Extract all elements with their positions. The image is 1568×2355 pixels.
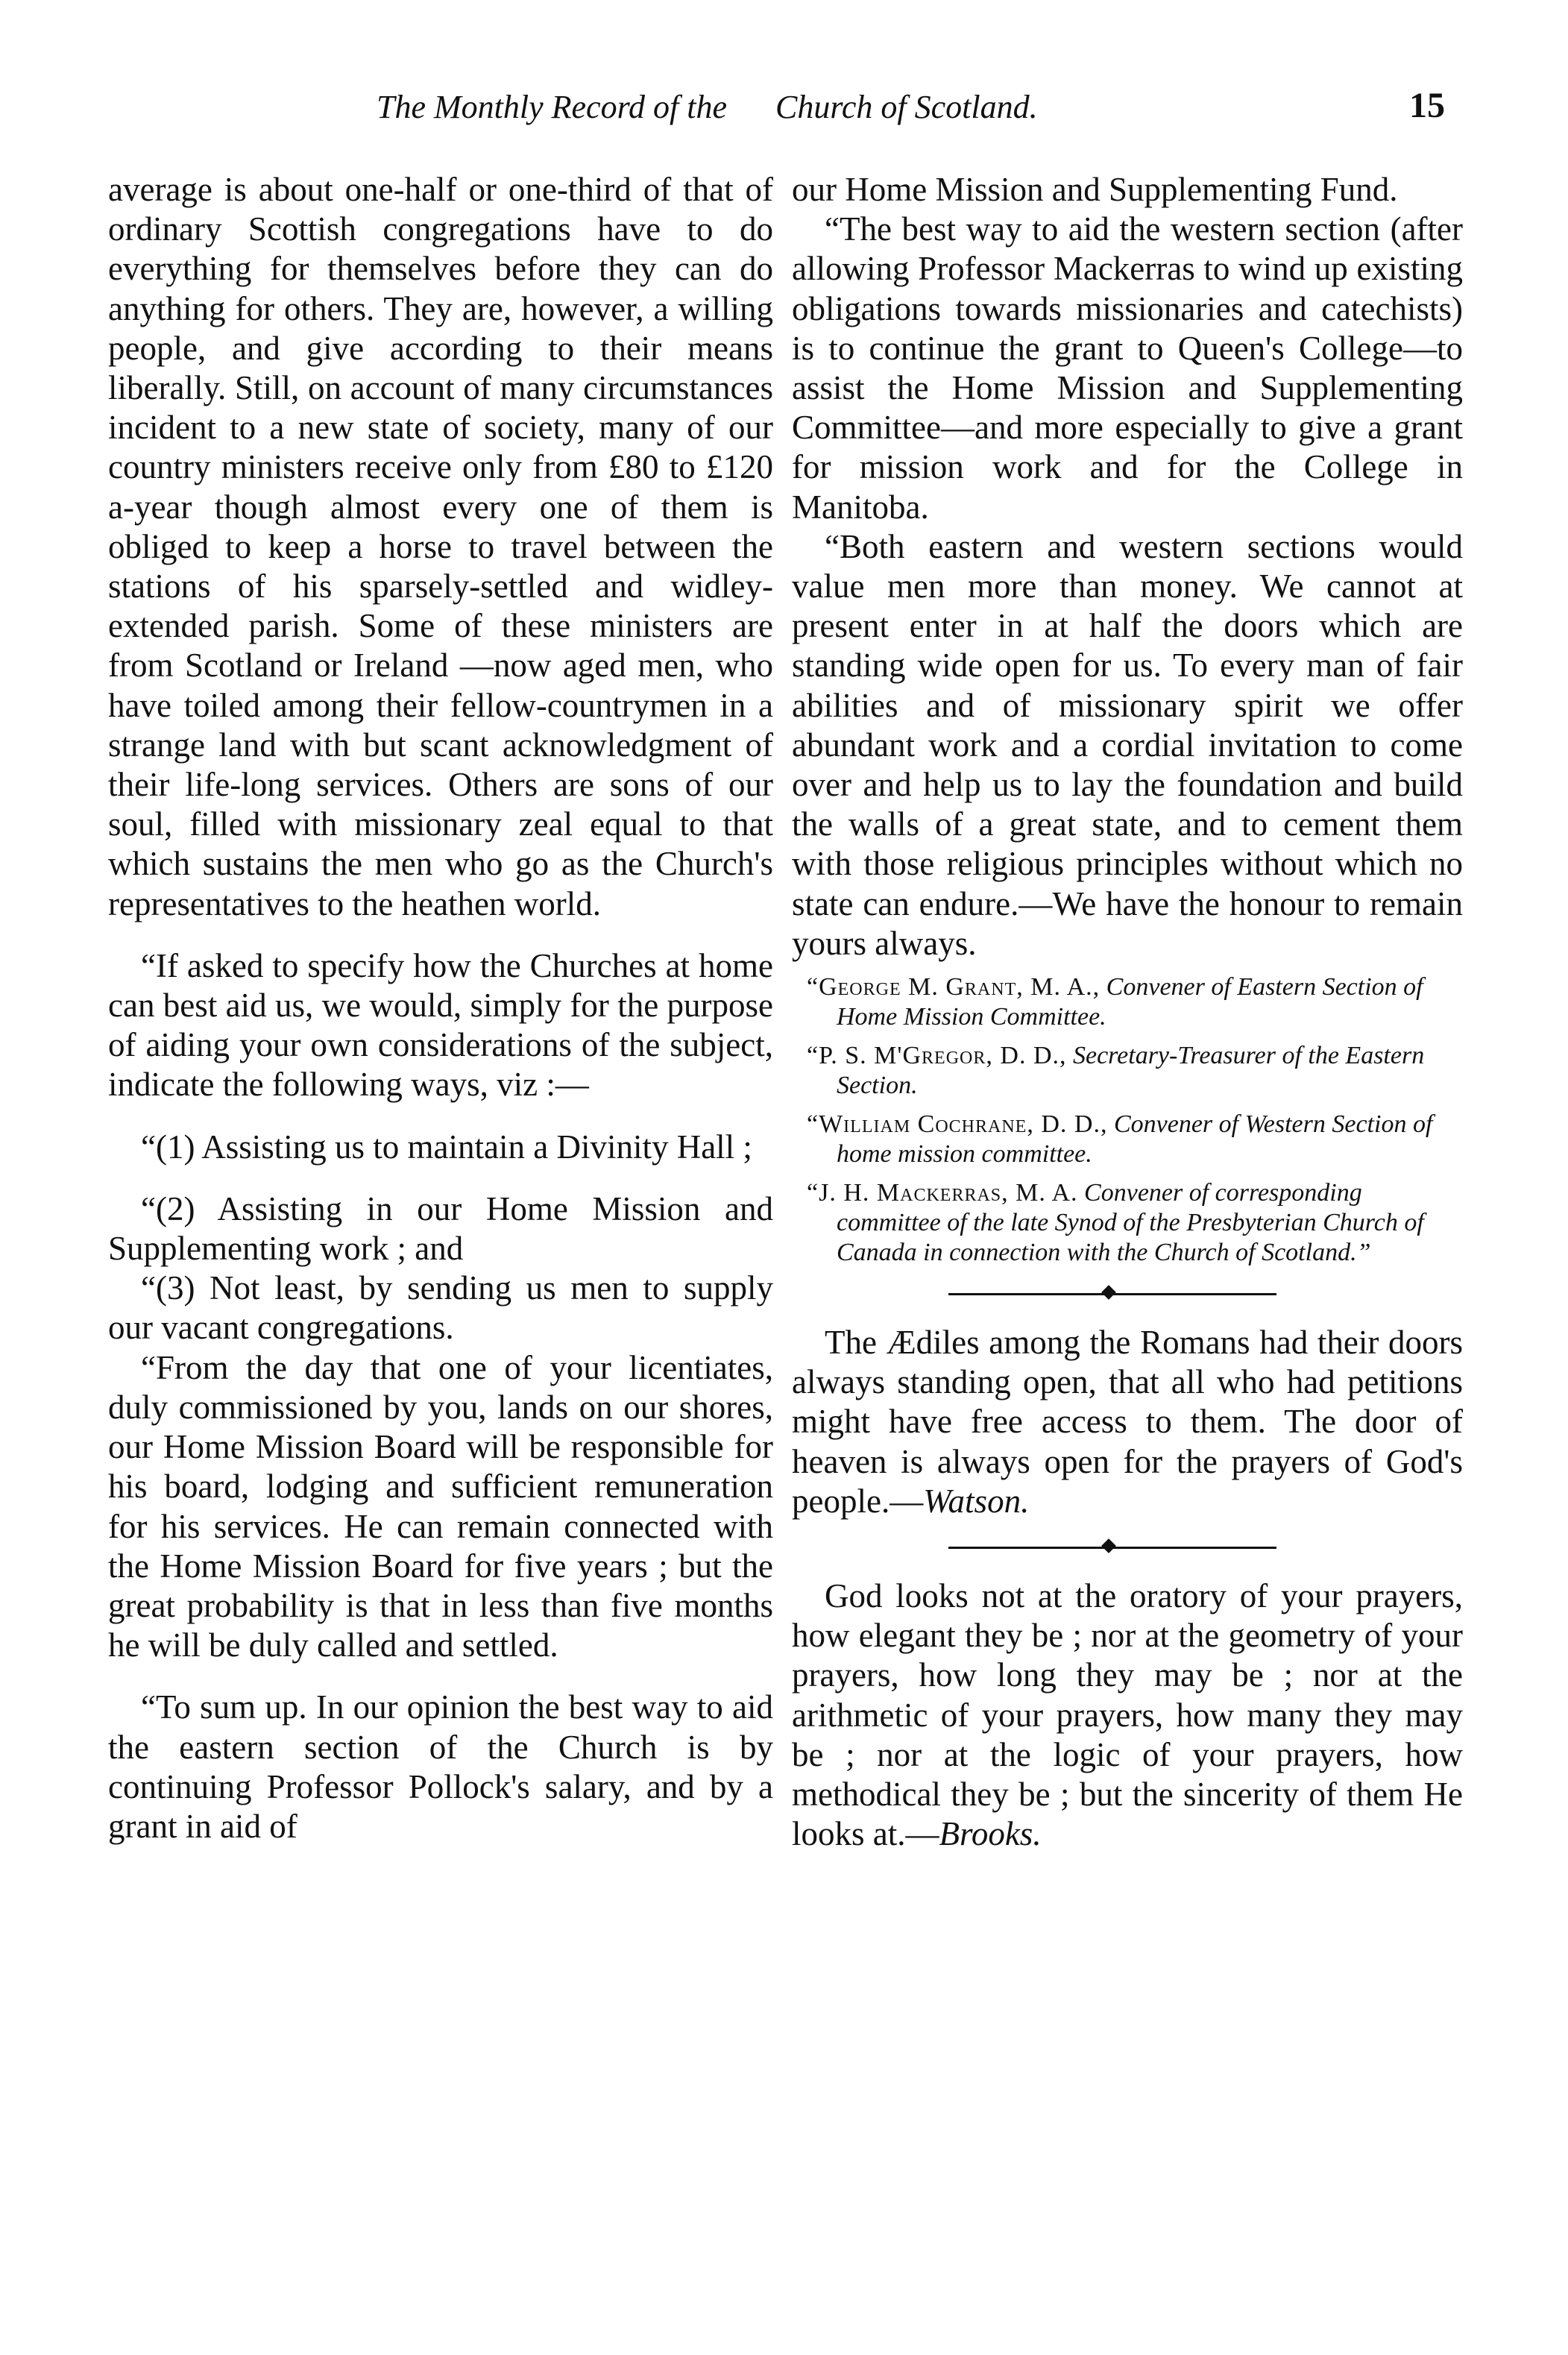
quote-text: God looks not at the oratory of your prayers, how elegant they be ; nor at the geometry of your prayers, how long they may be ; nor at the arithmetic of your prayers, how many they may be ; nor at the logic of your prayers, how methodical they be ; but the sincerity of them He looks at.— [792, 1577, 1463, 1853]
signature [792, 1178, 1463, 1268]
divider-ornament-icon [1101, 1538, 1116, 1553]
signature-title: Convener of corresponding committee of the late Synod of the Presbyterian Church of Canada in connection with the Church of Scotland.” [837, 1179, 1424, 1267]
paragraph: “Both eastern and western sections would value men more than money. We cannot at present enter in at half the doors which are standing wide open for us. To every man of fair abilities and of missionary spirit we offer abundant work and a cordial invitation to come over and help us to lay the foundation and build the walls of a great state, and to cement them with those religious principles without which no state can endure.—We have the honour to remain yours always. [792, 527, 1463, 962]
quote-text: The Ædiles among the Romans had their doors always standing open, that all who had petitions might have free access to them. The door of heaven is always open for the prayers of God's people.— [792, 1324, 1463, 1520]
paragraph: average is about one-half or one-third of that of ordinary Scottish congregations have to do everything for themselves before they can do anything for others. They are, however, a willing people, and give according to their means liberally. Still, on account of many circumstances incident to a new state of society, many of our country ministers receive only from £80 to £120 a-year though almost every one of them is obliged to keep a horse to travel between the stations of his sparsely-settled and widley-extended parish. Some of these ministers are from Scotland or Ireland —now aged men, who have toiled among their fellow-countrymen in a strange land with but scant acknowledgment of their life-long services. Others are sons of our soul, filled with missionary zeal equal to that which sustains the men who go as the Church's representatives to the heathen world. [108, 171, 773, 922]
god-looks-paragraph [792, 1576, 1463, 1854]
signature-name: “George M. Grant, M. A., [807, 973, 1101, 1002]
paragraph: “(2) Assisting in our Home Mission and Supplementing work ; and [108, 1189, 773, 1268]
paragraph: our Home Mission and Supplementing Fund. [792, 171, 1398, 208]
paragraph: “To sum up. In our opinion the best way to aid the eastern section of the Church is by continuing Professor Pollock's salary, and by a grant in aid of [108, 1688, 773, 1845]
signature-title: Convener of Eastern Section of Home Mission Committee. [837, 973, 1423, 1031]
running-head-title: The Monthly Record of the [377, 89, 728, 125]
signature-name: “William Cochrane, D. D., [807, 1110, 1108, 1139]
running-head-subtitle: Church of Scotland. [775, 89, 1038, 125]
paragraph: “The best way to aid the western section (after allowing Professor Mackerras to wind up existing obligations towards missionaries and catechists) is to continue the grant to Queen's College—to assist the Home Mission and Supplementing Committee—and more especially to give a grant for mission work and for the College in Manitoba. [792, 210, 1463, 526]
left-column [108, 170, 773, 1846]
right-column [792, 170, 1463, 1855]
section-divider [792, 1271, 1463, 1315]
signature-block [792, 972, 1463, 1268]
signature [792, 1110, 1463, 1169]
section-divider [792, 1524, 1463, 1569]
paragraph: “From the day that one of your licentiates, duly commissioned by you, lands on our shores, our Home Mission Board will be responsible for his board, lodging and sufficient remuneration for his services. He can remain connected with the Home Mission Board for five years ; but the great probability is that in less than five months he will be duly called and settled. [108, 1348, 773, 1664]
aediles-paragraph [792, 1323, 1463, 1521]
paragraph: “If asked to specify how the Churches at home can best aid us, we would, simply for the purpose of aiding your own considerations of the subject, indicate the following ways, viz :— [108, 946, 773, 1104]
signature [792, 972, 1463, 1032]
paragraph: “(1) Assisting us to maintain a Divinity Hall ; [141, 1128, 752, 1166]
divider-ornament-icon [1101, 1285, 1116, 1300]
page-number: 15 [1409, 86, 1445, 125]
signature-name: “P. S. M'Gregor, D. D., [807, 1042, 1067, 1070]
running-head [0, 88, 1568, 140]
signature [792, 1041, 1463, 1101]
paragraph: “(3) Not least, by sending us men to supply our vacant congregations. [108, 1269, 773, 1347]
signature-title: Convener of Western Section of home mission committee. [837, 1110, 1433, 1169]
signature-name: “J. H. Mackerras, M. A. [807, 1179, 1078, 1207]
signature-title: Secretary-Treasurer of the Eastern Section. [837, 1042, 1425, 1100]
quote-author: Brooks. [939, 1815, 1042, 1853]
quote-author: Watson. [923, 1482, 1030, 1520]
